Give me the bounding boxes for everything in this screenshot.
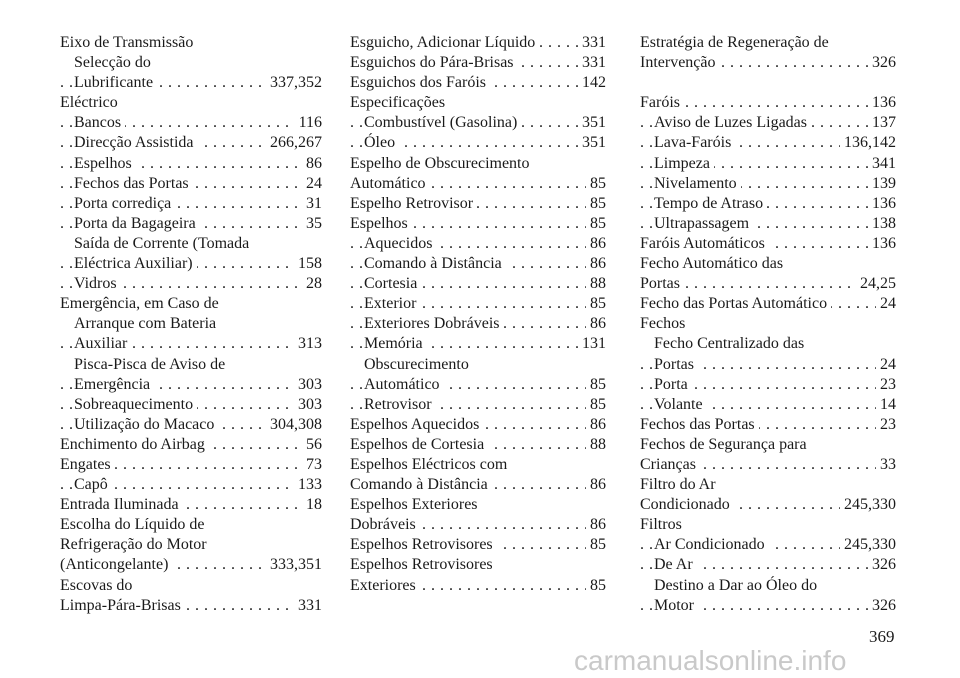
index-entry bbox=[350, 515, 606, 535]
index-entry-page: 133 bbox=[294, 475, 322, 495]
index-entry bbox=[60, 475, 322, 495]
index-entry bbox=[60, 435, 322, 455]
index-entry-text: Escovas do bbox=[60, 577, 136, 594]
index-entry-page: 137 bbox=[868, 113, 896, 133]
index-entry bbox=[350, 254, 606, 274]
index-entry bbox=[60, 395, 322, 415]
index-entry bbox=[640, 33, 896, 53]
index-entry bbox=[60, 33, 322, 53]
index-entry bbox=[60, 53, 322, 73]
index-entry-page: 303 bbox=[294, 375, 322, 395]
index-entry-text: Espelhos bbox=[74, 155, 136, 172]
index-entry-text: Fechos bbox=[640, 315, 689, 332]
index-entry-page: 351 bbox=[578, 113, 606, 133]
index-entry-page: 85 bbox=[586, 395, 606, 415]
index-entry-text: Nivelamento bbox=[654, 175, 741, 192]
index-entry-page: 86 bbox=[586, 234, 606, 254]
index-entry-text: Espelhos Retrovisores bbox=[350, 556, 497, 573]
index-entry bbox=[640, 154, 896, 174]
index-entry bbox=[640, 555, 896, 575]
index-entry-text: Automático bbox=[364, 376, 444, 393]
index-entry-text: Memória bbox=[364, 335, 427, 352]
index-entry-text: Fechos das Portas bbox=[640, 416, 759, 433]
index-entry-text: Enchimento do Airbag bbox=[60, 436, 209, 453]
index-entry bbox=[640, 174, 896, 194]
index-entry bbox=[350, 355, 606, 375]
index-entry-page: 138 bbox=[868, 214, 896, 234]
index-entry-page: 341 bbox=[868, 154, 896, 174]
index-entry bbox=[640, 294, 896, 314]
index-entry bbox=[640, 395, 896, 415]
index-entry bbox=[60, 133, 322, 153]
index-entry-text: (Anticongelante) bbox=[60, 556, 172, 573]
index-entry-page: 56 bbox=[302, 435, 322, 455]
index-entry-text: Sobreaquecimento bbox=[74, 396, 197, 413]
index-entry bbox=[60, 455, 322, 475]
index-entry bbox=[60, 194, 322, 214]
index-entry-page: 23 bbox=[876, 415, 896, 435]
index-entry-text: Esguicho, Adicionar Líquido bbox=[350, 34, 539, 51]
index-entry-text: Motor bbox=[654, 597, 698, 614]
index-entry-text: Eléctrico bbox=[60, 94, 122, 111]
index-entry-page: 139 bbox=[868, 174, 896, 194]
index-entry-text: Especificações bbox=[350, 94, 449, 111]
index-entry-page: 337,352 bbox=[266, 73, 322, 93]
index-entry-text: Fecho Automático das bbox=[640, 255, 787, 272]
index-entry-page: 31 bbox=[302, 194, 322, 214]
index-entry-page: 245,330 bbox=[840, 535, 896, 555]
index-entry-text: Exteriores bbox=[350, 577, 420, 594]
index-entry-text: Limpa-Pára-Brisas bbox=[60, 597, 185, 614]
index-entry bbox=[350, 274, 606, 294]
index-entry-text: Volante bbox=[654, 396, 707, 413]
index-entry-text: Ar Condicionado bbox=[654, 536, 769, 553]
index-entry bbox=[60, 415, 322, 435]
index-entry bbox=[350, 33, 606, 53]
index-entry-page: 24 bbox=[876, 355, 896, 375]
index-entry bbox=[60, 93, 322, 113]
index-entry-page: 116 bbox=[295, 113, 322, 133]
index-entry bbox=[640, 355, 896, 375]
index-entry-text: Lubrificante bbox=[74, 74, 157, 91]
index-entry-text: Esguichos do Pára-Brisas bbox=[350, 54, 518, 71]
index-entry bbox=[60, 596, 322, 616]
index-entry bbox=[640, 495, 896, 515]
index-entry bbox=[60, 314, 322, 334]
index-entry bbox=[350, 375, 606, 395]
index-entry-text: Ultrapassagem bbox=[654, 215, 753, 232]
index-entry bbox=[60, 154, 322, 174]
index-entry-text: Espelhos Retrovisores bbox=[350, 536, 497, 553]
index-entry-text: Escolha do Líquido de bbox=[60, 516, 208, 533]
index-entry-text: Emergência, em Caso de bbox=[60, 295, 223, 312]
index-entry bbox=[640, 415, 896, 435]
index-entry-text: Porta da Bagageira bbox=[74, 215, 200, 232]
index-entry-page: 351 bbox=[578, 133, 606, 153]
index-entry bbox=[60, 73, 322, 93]
index-entry bbox=[640, 535, 896, 555]
index-entry-page: 86 bbox=[586, 314, 606, 334]
index-entry-page: 142 bbox=[578, 73, 606, 93]
index-entry-page: 136,142 bbox=[840, 133, 896, 153]
index-entry bbox=[640, 254, 896, 274]
index-column-1 bbox=[60, 33, 322, 616]
index-entry-text: Espelho Retrovisor bbox=[350, 195, 477, 212]
index-entry bbox=[350, 133, 606, 153]
index-entry bbox=[640, 194, 896, 214]
index-entry bbox=[350, 93, 606, 113]
index-entry-page: 35 bbox=[302, 214, 322, 234]
index-entry-page: 158 bbox=[294, 254, 322, 274]
index-entry-page: 136 bbox=[868, 93, 896, 113]
index-entry bbox=[350, 73, 606, 93]
index-entry bbox=[640, 93, 896, 113]
index-entry bbox=[60, 495, 322, 515]
index-entry-text: Destino a Dar ao Óleo do bbox=[654, 577, 821, 594]
index-entry-text: Tempo de Atraso bbox=[654, 195, 767, 212]
index-entry bbox=[640, 515, 896, 535]
index-entry bbox=[60, 234, 322, 254]
index-entry bbox=[640, 53, 896, 73]
index-entry-page: 331 bbox=[294, 596, 322, 616]
index-entry bbox=[350, 314, 606, 334]
index-entry bbox=[60, 334, 322, 354]
index-entry-page: 86 bbox=[586, 515, 606, 535]
index-column-3 bbox=[640, 33, 896, 616]
index-entry-text: Fechos das Portas bbox=[74, 175, 193, 192]
index-entry-text: Aviso de Luzes Ligadas bbox=[654, 114, 811, 131]
index-entry-text: Obscurecimento bbox=[364, 356, 473, 373]
index-entry-page: 85 bbox=[586, 535, 606, 555]
index-entry-text: Exteriores Dobráveis bbox=[364, 315, 504, 332]
index-entry bbox=[640, 576, 896, 596]
index-entry-text: Espelhos Eléctricos com bbox=[350, 456, 511, 473]
index-entry-page: 33 bbox=[876, 455, 896, 475]
index-entry bbox=[350, 475, 606, 495]
index-entry-text: Combustível (Gasolina) bbox=[364, 114, 521, 131]
index-entry-text: Engates bbox=[60, 456, 115, 473]
index-entry-text: Faróis Automáticos bbox=[640, 235, 769, 252]
index-entry bbox=[350, 455, 606, 475]
index-entry bbox=[640, 596, 896, 616]
index-entry-text: Estratégia de Regeneração de bbox=[640, 34, 833, 51]
index-entry-page: 14 bbox=[876, 395, 896, 415]
index-entry bbox=[60, 254, 322, 274]
index-entry bbox=[640, 133, 896, 153]
index-column-2 bbox=[350, 33, 606, 596]
index-entry bbox=[60, 355, 322, 375]
index-entry-page: 24 bbox=[876, 294, 896, 314]
index-entry-text: Limpeza bbox=[654, 155, 714, 172]
index-entry-text: Fecho das Portas Automático bbox=[640, 295, 831, 312]
index-entry-text: Exterior bbox=[364, 295, 420, 312]
index-entry-text: Filtros bbox=[640, 516, 686, 533]
index-entry-page: 136 bbox=[868, 194, 896, 214]
index-entry-text: Entrada Iluminada bbox=[60, 496, 183, 513]
index-entry bbox=[350, 535, 606, 555]
index-entry-page: 88 bbox=[586, 435, 606, 455]
index-entry bbox=[640, 455, 896, 475]
index-entry bbox=[640, 334, 896, 354]
index-entry-text: Automático bbox=[350, 175, 430, 192]
index-entry-text: Dobráveis bbox=[350, 516, 420, 533]
index-entry bbox=[60, 174, 322, 194]
index-entry-page: 18 bbox=[302, 495, 322, 515]
index-entry bbox=[640, 274, 896, 294]
index-entry-page: 304,308 bbox=[266, 415, 322, 435]
index-entry-text: Condicionado bbox=[640, 496, 734, 513]
index-entry-text: Bancos bbox=[74, 114, 125, 131]
index-entry-page: 23 bbox=[876, 375, 896, 395]
index-entry-page: 333,351 bbox=[266, 555, 322, 575]
index-entry-text: Óleo bbox=[364, 134, 399, 151]
index-entry-page: 88 bbox=[586, 274, 606, 294]
index-entry bbox=[350, 334, 606, 354]
index-entry bbox=[350, 495, 606, 515]
index-entry-text: Espelhos de Cortesia bbox=[350, 436, 488, 453]
index-entry-text: Porta corrediça bbox=[74, 195, 175, 212]
index-entry-page: 85 bbox=[586, 294, 606, 314]
index-entry-page: 85 bbox=[586, 576, 606, 596]
index-entry-page: 28 bbox=[302, 274, 322, 294]
index-entry-text: Espelho de Obscurecimento bbox=[350, 155, 534, 172]
index-entry-page: 85 bbox=[586, 375, 606, 395]
index-entry-text: Esguichos dos Faróis bbox=[350, 74, 490, 91]
index-entry bbox=[350, 234, 606, 254]
index-entry-text: Portas bbox=[654, 356, 698, 373]
index-entry bbox=[60, 515, 322, 535]
index-entry-text: Fecho Centralizado das bbox=[654, 335, 808, 352]
index-entry bbox=[640, 73, 896, 93]
index-entry bbox=[640, 234, 896, 254]
index-entry-page: 86 bbox=[302, 154, 322, 174]
index-entry-text: Saída de Corrente (Tomada bbox=[74, 235, 253, 252]
index-entry bbox=[60, 274, 322, 294]
index-entry-page: 245,330 bbox=[840, 495, 896, 515]
index-entry bbox=[60, 113, 322, 133]
index-entry-text: Capô bbox=[74, 476, 112, 493]
index-entry-text: Comando à Distância bbox=[364, 255, 506, 272]
index-entry-page: 326 bbox=[868, 53, 896, 73]
index-entry-text: Intervenção bbox=[640, 54, 720, 71]
index-entry-text: Emergência bbox=[74, 376, 154, 393]
index-entry-text: Eléctrica Auxiliar) bbox=[74, 255, 197, 272]
index-entry bbox=[60, 294, 322, 314]
index-entry bbox=[60, 555, 322, 575]
index-entry-text: Eixo de Transmissão bbox=[60, 34, 197, 51]
index-entry-page: 85 bbox=[586, 194, 606, 214]
index-entry-text: Pisca-Pisca de Aviso de bbox=[74, 356, 229, 373]
index-entry-page: 326 bbox=[868, 555, 896, 575]
index-entry-text: Faróis bbox=[640, 94, 684, 111]
index-entry-page: 86 bbox=[586, 475, 606, 495]
index-entry-text: Aquecidos bbox=[364, 235, 436, 252]
index-entry bbox=[350, 555, 606, 575]
index-entry bbox=[350, 174, 606, 194]
index-entry-page: 266,267 bbox=[266, 133, 322, 153]
index-entry-text: Espelhos bbox=[350, 215, 412, 232]
index-entry-text: Selecção do bbox=[74, 54, 155, 71]
index-entry bbox=[350, 415, 606, 435]
index-entry-page: 85 bbox=[586, 214, 606, 234]
index-entry bbox=[640, 435, 896, 455]
index-entry-text: De Ar bbox=[654, 556, 697, 573]
index-entry-page: 24 bbox=[302, 174, 322, 194]
index-entry bbox=[640, 314, 896, 334]
watermark: carmanualsonline.info bbox=[574, 645, 847, 676]
index-entry-text: Cortesia bbox=[364, 275, 421, 292]
index-entry bbox=[640, 475, 896, 495]
index-entry bbox=[60, 214, 322, 234]
index-entry-page: 73 bbox=[302, 455, 322, 475]
index-entry bbox=[350, 576, 606, 596]
index-entry-text: Retrovisor bbox=[364, 396, 436, 413]
index-entry-page: 331 bbox=[578, 33, 606, 53]
index-entry-text: Portas bbox=[640, 275, 684, 292]
index-entry-text: Arranque com Bateria bbox=[74, 315, 220, 332]
index-entry bbox=[640, 214, 896, 234]
index-entry bbox=[350, 113, 606, 133]
index-entry bbox=[350, 294, 606, 314]
index-entry-page: 85 bbox=[586, 174, 606, 194]
index-entry-page: 303 bbox=[294, 395, 322, 415]
index-entry bbox=[350, 53, 606, 73]
index-entry-page: 131 bbox=[578, 334, 606, 354]
index-entry-page: 86 bbox=[586, 415, 606, 435]
index-entry-text: Porta bbox=[654, 376, 692, 393]
index-entry-text: Fechos de Segurança para bbox=[640, 436, 811, 453]
index-entry-text: Utilização do Macaco bbox=[74, 416, 218, 433]
index-entry bbox=[350, 395, 606, 415]
index-entry-text: Vidros bbox=[74, 275, 121, 292]
index-entry-text: Refrigeração do Motor bbox=[60, 536, 211, 553]
index-entry-text: Espelhos Aquecidos bbox=[350, 416, 483, 433]
index-entry bbox=[60, 375, 322, 395]
page-number: 369 bbox=[869, 627, 895, 646]
index-entry-page: 24,25 bbox=[856, 274, 896, 294]
index-entry-text: Comando à Distância bbox=[350, 476, 492, 493]
index-entry-text: Lava-Faróis bbox=[654, 134, 735, 151]
index-entry-page: 136 bbox=[868, 234, 896, 254]
index-entry-page: 331 bbox=[578, 53, 606, 73]
index-entry-text: Crianças bbox=[640, 456, 700, 473]
index-entry-text: Auxiliar bbox=[74, 335, 131, 352]
index-entry-text: Filtro do Ar bbox=[640, 476, 720, 493]
index-entry-text: Direcção Assistida bbox=[74, 134, 198, 151]
index-entry bbox=[350, 435, 606, 455]
index-entry bbox=[640, 375, 896, 395]
index-entry-text: Espelhos Exteriores bbox=[350, 496, 482, 513]
index-entry bbox=[350, 154, 606, 174]
index-entry bbox=[60, 576, 322, 596]
index-entry-page: 313 bbox=[294, 334, 322, 354]
index-entry bbox=[60, 535, 322, 555]
index-entry bbox=[640, 113, 896, 133]
index-entry bbox=[350, 194, 606, 214]
index-entry bbox=[350, 214, 606, 234]
index-entry-page: 86 bbox=[586, 254, 606, 274]
index-entry-page: 326 bbox=[868, 596, 896, 616]
